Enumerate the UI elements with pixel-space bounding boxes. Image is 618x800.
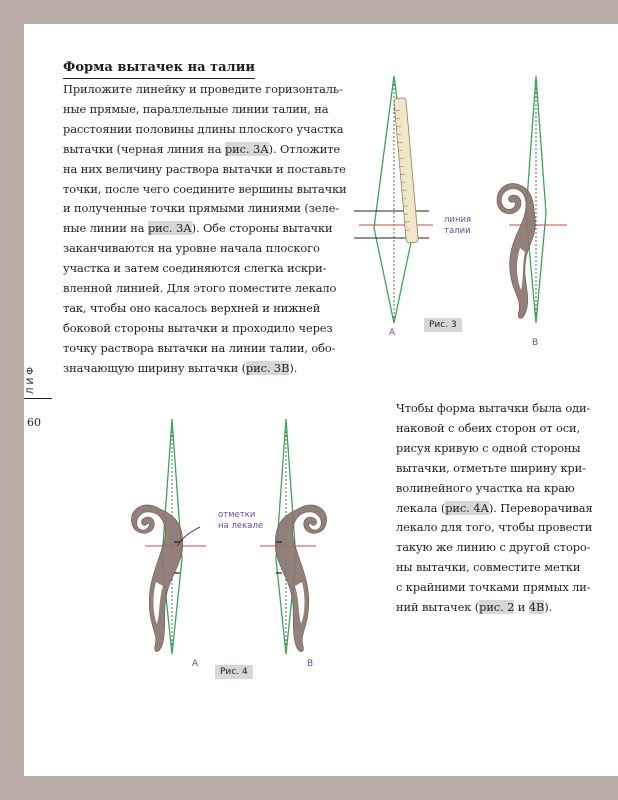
- figure-reference-link[interactable]: рис. 2: [479, 600, 515, 615]
- text-line: ны вытачки, совместите метки: [396, 560, 581, 575]
- page-number: 60: [27, 416, 41, 429]
- figure-reference-link[interactable]: 4В: [528, 600, 545, 615]
- section-title: Форма вытачек на талии: [63, 60, 255, 79]
- text-line: так, чтобы оно касалось верхней и нижней: [63, 300, 321, 315]
- text-line: рисуя кривую с одной стороны: [396, 440, 581, 455]
- text-line: ные прямые, параллельные линии талии, на: [63, 101, 329, 116]
- text-line: значающую ширину вытачки (рис. 3В).: [63, 360, 298, 375]
- text-line: точки, после чего соедините вершины вытачки: [63, 181, 347, 196]
- text-line: на них величину раствора вытачки и поставьте: [63, 161, 346, 176]
- section-side-label: ЛИФ: [26, 364, 36, 395]
- text-line: вленной линией. Для этого поместите лекало: [63, 281, 337, 296]
- figure-reference-link[interactable]: рис. 3В: [245, 360, 290, 375]
- waist-label-1: линия: [444, 215, 472, 225]
- text-line: наковой с обеих сторон от оси,: [396, 420, 581, 435]
- fig4-label-b: В: [307, 659, 314, 669]
- figure-3-caption: Рис. 3: [424, 318, 462, 332]
- marks-label-2: на лекале: [218, 521, 264, 531]
- marks-label-1: отметки: [218, 510, 256, 520]
- text-line: боковой стороны вытачки и проходило через: [63, 320, 333, 335]
- fig3-label-a: А: [389, 328, 396, 338]
- paragraph-2: [396, 399, 606, 618]
- figure-reference-link[interactable]: рис. 3А: [224, 141, 269, 156]
- text-line: с крайними точками прямых ли-: [396, 580, 591, 595]
- text-line: Чтобы форма вытачки была оди-: [396, 401, 591, 415]
- paragraph-1: [63, 80, 347, 379]
- text-line: заканчиваются на уровне начала плоского: [63, 241, 320, 256]
- figure-4: [120, 414, 340, 674]
- text-line: вытачки (черная линия на рис. 3А). Отложите: [63, 141, 341, 156]
- ruler: [394, 98, 419, 243]
- text-line: ний вытачек (рис. 2 и 4В).: [396, 600, 553, 615]
- waist-label-2: талии: [444, 226, 471, 236]
- figure-reference-link[interactable]: рис. 4А: [445, 500, 489, 515]
- text-line: и полученные точки прямыми линиями (зеле-: [63, 201, 339, 216]
- text-line: лекало для того, чтобы провести: [396, 520, 593, 535]
- fig4-label-a: А: [192, 659, 199, 669]
- side-divider: [24, 398, 52, 399]
- figure-reference-link[interactable]: рис. 3А: [147, 221, 192, 236]
- text-line: вытачки, отметьте ширину кри-: [396, 460, 586, 475]
- text-line: волинейного участка на краю: [396, 480, 575, 495]
- fig3-label-b: В: [532, 338, 539, 348]
- figure-4-caption: Рис. 4: [215, 665, 253, 679]
- text-line: ные линии на рис. 3А). Обе стороны вытачки: [63, 221, 333, 236]
- text-line: участка и затем соединяются слегка искри-: [63, 261, 327, 276]
- text-line: точку раствора вытачки на линии талии, обо-: [63, 340, 336, 355]
- page: [24, 24, 618, 776]
- text-line: такую же линию с другой сторо-: [396, 540, 591, 555]
- text-line: лекала (рис. 4А). Переворачивая: [396, 500, 593, 515]
- text-line: расстоянии половины длины плоского участка: [63, 121, 344, 136]
- figure-3: [349, 68, 549, 348]
- text-line: Приложите линейку и проведите горизонталь-: [63, 82, 343, 96]
